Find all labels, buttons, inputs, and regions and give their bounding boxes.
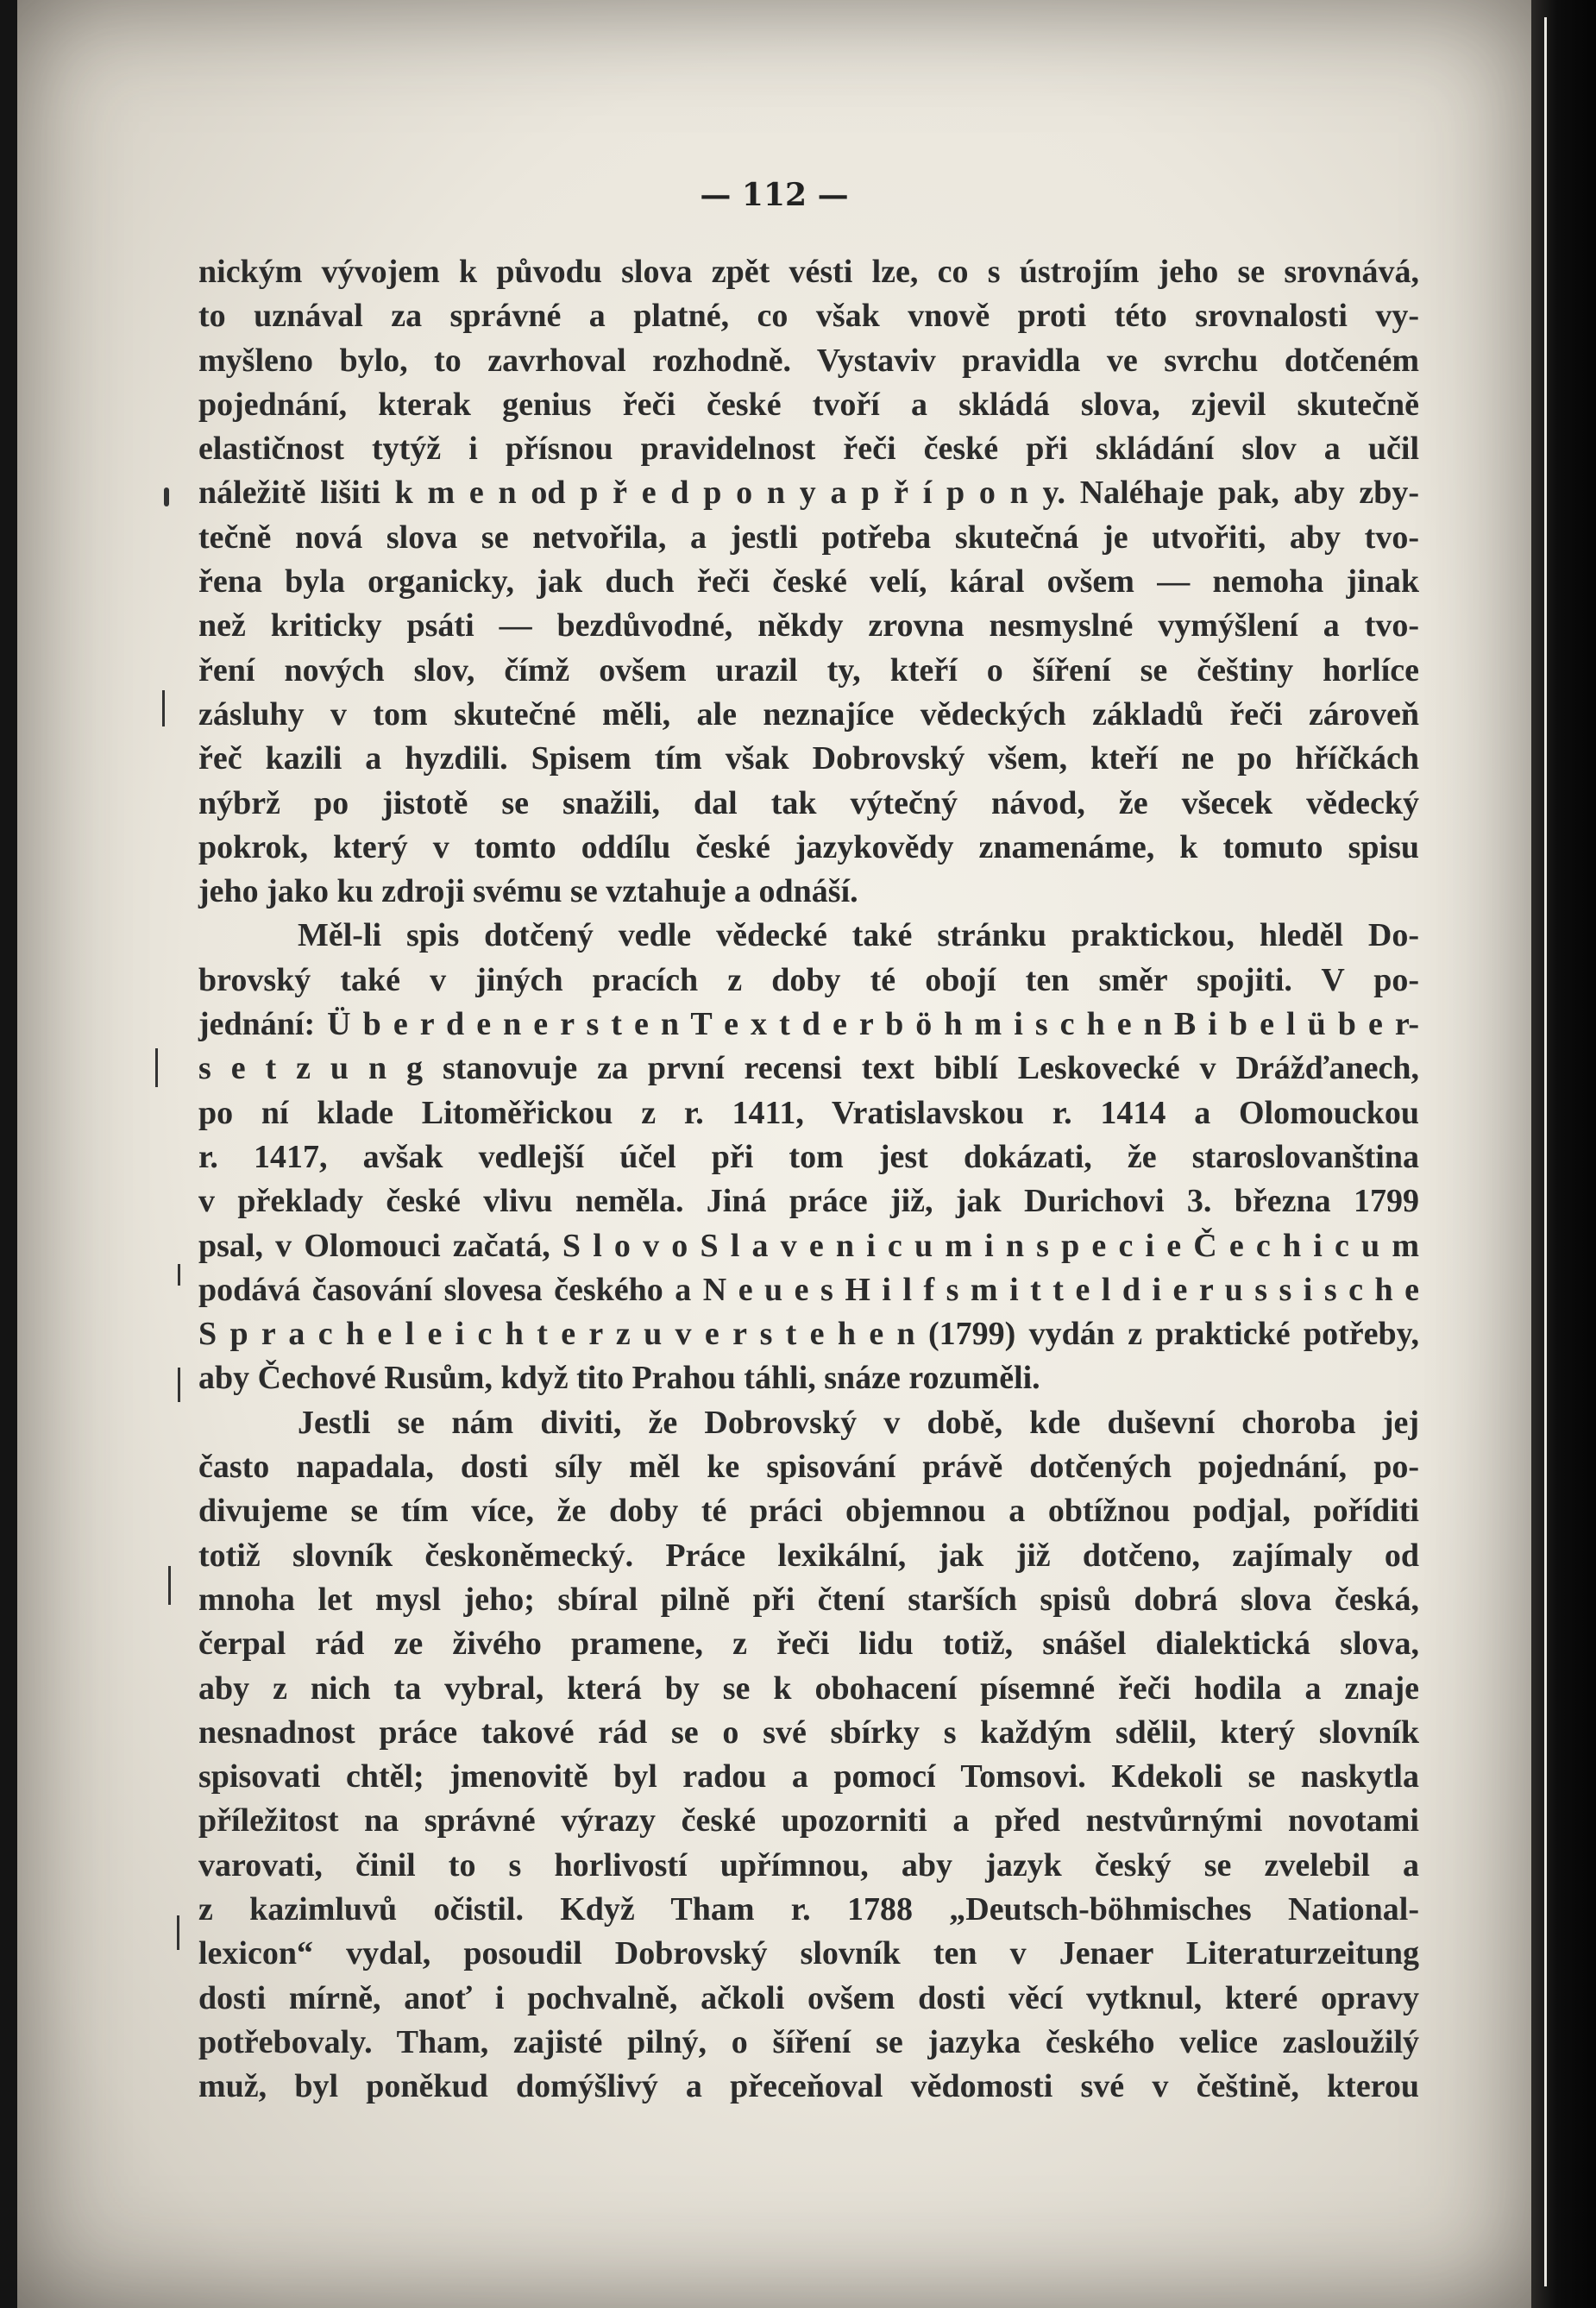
text-line: příležitost na správné výrazy české upozorniti a před nestvůrnými novotami xyxy=(198,1802,1419,1839)
text-line: jednání: Ü b e r d e n e r s t e n T e x t d e r b ö h m i s c h e n B i b e l ü b e r- xyxy=(198,1006,1419,1043)
text-line: potřebovaly. Tham, zajisté pilný, o šíření se jazyka českého velice zasloužilý xyxy=(198,2023,1419,2060)
page-number: — 112 — xyxy=(700,177,849,213)
text-line: r. 1417, avšak vedlejší účel při tom jest dokázati, že staroslovanština xyxy=(198,1138,1419,1175)
text-line: aby z nich ta vybral, která by se k obohacení písemné řeči hodila a znaje xyxy=(198,1670,1419,1707)
text-line: to uznával za správné a platné, co však vnově proti této srovnalosti vy- xyxy=(198,298,1419,335)
text-line: totiž slovník českoněmecký. Práce lexikální, jak již dotčeno, zajímaly od xyxy=(198,1537,1419,1574)
text-line: mnoha let mysl jeho; sbíral pilně při čtení starších spisů dobrá slova česká, xyxy=(198,1581,1419,1618)
text-line: tečně nová slova se netvořila, a jestli potřeba skutečná je utvořiti, aby tvo- xyxy=(198,519,1419,556)
text-line xyxy=(198,2109,1419,2153)
text-line: s e t z u n g stanovuje za první recensi text biblí Leskovecké v Drážďanech, xyxy=(198,1050,1419,1087)
text-line: divujeme se tím více, že doby té práci objemnou a obtížnou podjal, poříditi xyxy=(198,1493,1419,1530)
text-line: často napadala, dosti síly měl ke spisování právě dotčených pojednání, po- xyxy=(198,1449,1419,1486)
text-line: Jestli se nám diviti, že Dobrovský v době, kde duševní choroba jej xyxy=(298,1404,1419,1441)
page-edge-line xyxy=(1544,17,1547,2286)
text-line: elastičnost tytýž i přísnou pravidelnost řeči české při skládání slov a učil xyxy=(198,431,1419,468)
text-line: po ní klade Litoměřickou z r. 1411, Vratislavskou r. 1414 a Olomouckou xyxy=(198,1094,1419,1131)
book-page xyxy=(17,0,1531,2308)
margin-mark xyxy=(178,1368,180,1402)
margin-mark xyxy=(177,1915,179,1950)
text-line: pokrok, který v tomto oddílu české jazykovědy znamenáme, k tomuto spisu xyxy=(198,828,1419,865)
scan-edge xyxy=(1531,0,1596,2308)
text-line: v překlady české vlivu neměla. Jiná práce již, jak Durichovi 3. března 1799 xyxy=(198,1183,1419,1220)
text-line: psal, v Olomouci začatá, S l o v o S l a v e n i c u m i n s p e c i e Č e c h i c u m xyxy=(198,1227,1419,1264)
text-line: brovský také v jiných pracích z doby té obojí ten směr spojiti. V po- xyxy=(198,961,1419,998)
text-line: než kriticky psáti — bezdůvodné, někdy zrovna nesmyslné vymýšlení a tvo- xyxy=(198,607,1419,645)
text-line: Měl-li spis dotčený vedle vědecké také stránku praktickou, hleděl Do- xyxy=(298,917,1419,954)
text-line: řena byla organicky, jak duch řeči české velí, káral ovšem — nemoha jinak xyxy=(198,563,1419,601)
text-line: podává časování slovesa českého a N e u e s H i l f s m i t t e l d i e r u s s i s c h e xyxy=(198,1271,1419,1308)
text-line: dosti mírně, anoť i pochvalně, ačkoli ovšem dosti věcí vytknul, které opravy xyxy=(198,1979,1419,2016)
text-line: ření nových slov, čímž ovšem urazil ty, kteří o šíření se češtiny horlíce xyxy=(198,651,1419,689)
text-line: S p r a c h e l e i c h t e r z u v e r s t e h e n (1799) vydán z praktické potřeby, xyxy=(198,1316,1419,1353)
margin-mark xyxy=(155,1048,158,1087)
text-line: řeč kazili a hyzdili. Spisem tím však Dobrovský všem, kteří ne po hříčkách xyxy=(198,740,1419,777)
text-line: pojednání, kterak genius řeči české tvoří a skládá slova, zjevil skutečně xyxy=(198,386,1419,423)
text-line: myšleno bylo, to zavrhoval rozhodně. Vystaviv pravidla ve svrchu dotčeném xyxy=(198,342,1419,379)
text-line: náležitě lišiti k m e n od p ř e d p o n y a p ř í p o n y. Naléhaje pak, aby zby- xyxy=(198,475,1419,512)
text-line: nickým vývojem k původu slova zpět vésti lze, co s ústrojím jeho se srovnává, xyxy=(198,254,1419,290)
text-line: z kazimluvů očistil. Když Tham r. 1788 „Deutsch-böhmisches National- xyxy=(198,1890,1419,1928)
text-line: aby Čechové Rusům, když tito Prahou táhli, snáze rozuměli. xyxy=(198,1360,1040,1397)
text-line: muž, byl poněkud domýšlivý a přeceňoval vědomosti své v češtině, kterou xyxy=(198,2068,1419,2105)
text-line: zásluhy v tom skutečné měli, ale neznajíce vědeckých základů řeči zároveň xyxy=(198,695,1419,733)
margin-mark xyxy=(162,690,165,726)
text-line: čerpal rád ze živého pramene, z řeči lidu totiž, snášel dialektická slova, xyxy=(198,1626,1419,1663)
margin-mark xyxy=(168,1566,171,1605)
margin-mark xyxy=(164,487,169,506)
text-line: varovati, činil to s horlivostí upřímnou, aby jazyk český se zvelebil a xyxy=(198,1846,1419,1884)
text-line: jeho jako ku zdroji svému se vztahuje a odnáší. xyxy=(198,873,858,910)
body-text xyxy=(198,250,1419,2154)
margin-mark xyxy=(178,1264,180,1286)
text-line: nýbrž po jistotě se snažili, dal tak výtečný návod, že všecek vědecký xyxy=(198,784,1419,821)
text-line: nesnadnost práce takové rád se o své sbírky s každým sdělil, který slovník xyxy=(198,1714,1419,1751)
text-line: spisovati chtěl; jmenovitě byl radou a pomocí Tomsovi. Kdekoli se naskytla xyxy=(198,1758,1419,1795)
text-line: lexicon“ vydal, posoudil Dobrovský slovník ten v Jenaer Literaturzeitung xyxy=(198,1935,1419,1972)
